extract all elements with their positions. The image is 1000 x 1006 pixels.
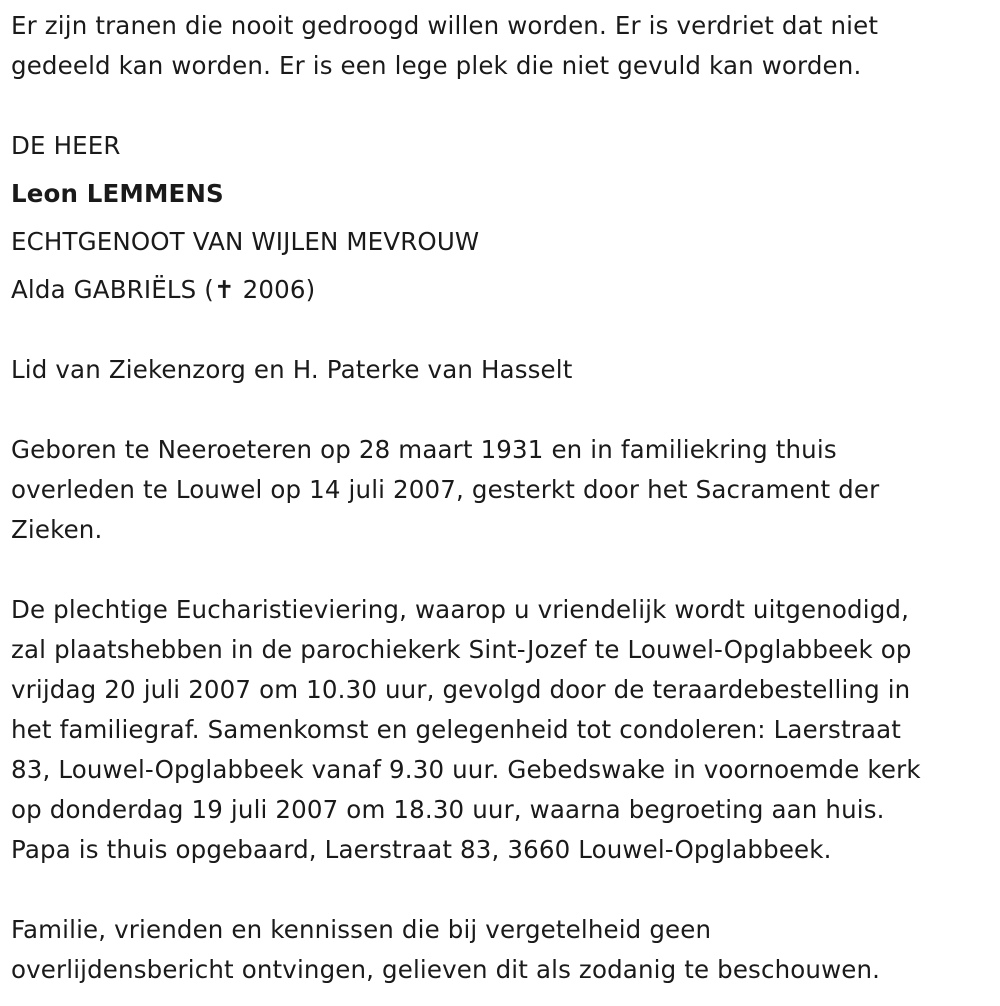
closing-paragraph (11, 910, 996, 990)
birth-death-line-2: overleden te Louwel op 14 juli 2007, gesterkt door het Sacrament der (11, 475, 880, 504)
ceremony-line-6: op donderdag 19 juli 2007 om 18.30 uur, waarna begroeting aan huis. (11, 795, 885, 824)
membership-paragraph (11, 350, 996, 390)
closing-line-2: overlijdensbericht ontvingen, gelieven dit als zodanig te beschouwen. (11, 955, 881, 984)
ceremony-line-4: het familiegraf. Samenkomst en gelegenheid tot condoleren: Laerstraat (11, 715, 902, 744)
birth-death-line-1: Geboren te Neeroeteren op 28 maart 1931 en in familiekring thuis (11, 435, 837, 464)
ceremony-line-2: zal plaatshebben in de parochiekerk Sint-Jozef te Louwel-Opglabbeek op (11, 635, 912, 664)
ceremony-line-3: vrijdag 20 juli 2007 om 10.30 uur, gevolgd door de teraardebestelling in (11, 675, 911, 704)
ceremony-line-5: 83, Louwel-Opglabbeek vanaf 9.30 uur. Gebedswake in voornoemde kerk (11, 755, 921, 784)
spouse-name: Alda GABRIËLS (✝ 2006) (11, 275, 316, 304)
deceased-name: Leon LEMMENS (11, 179, 224, 208)
deceased-block (11, 122, 996, 314)
birth-death-line-3: Zieken. (11, 515, 103, 544)
ceremony-line-7: Papa is thuis opgebaard, Laerstraat 83, 3660 Louwel-Opglabbeek. (11, 835, 832, 864)
deceased-title: DE HEER (11, 131, 121, 160)
membership-line: Lid van Ziekenzorg en H. Paterke van Hasselt (11, 355, 573, 384)
opening-paragraph (11, 6, 996, 86)
opening-line-1: Er zijn tranen die nooit gedroogd willen worden. Er is verdriet dat niet (11, 11, 879, 40)
ceremony-line-1: De plechtige Eucharistieviering, waarop u vriendelijk wordt uitgenodigd, (11, 595, 910, 624)
spouse-label: ECHTGENOOT VAN WIJLEN MEVROUW (11, 227, 480, 256)
closing-line-1: Familie, vrienden en kennissen die bij vergetelheid geen (11, 915, 712, 944)
opening-line-2: gedeeld kan worden. Er is een lege plek die niet gevuld kan worden. (11, 51, 862, 80)
ceremony-paragraph (11, 590, 996, 870)
birth-death-paragraph (11, 430, 996, 550)
